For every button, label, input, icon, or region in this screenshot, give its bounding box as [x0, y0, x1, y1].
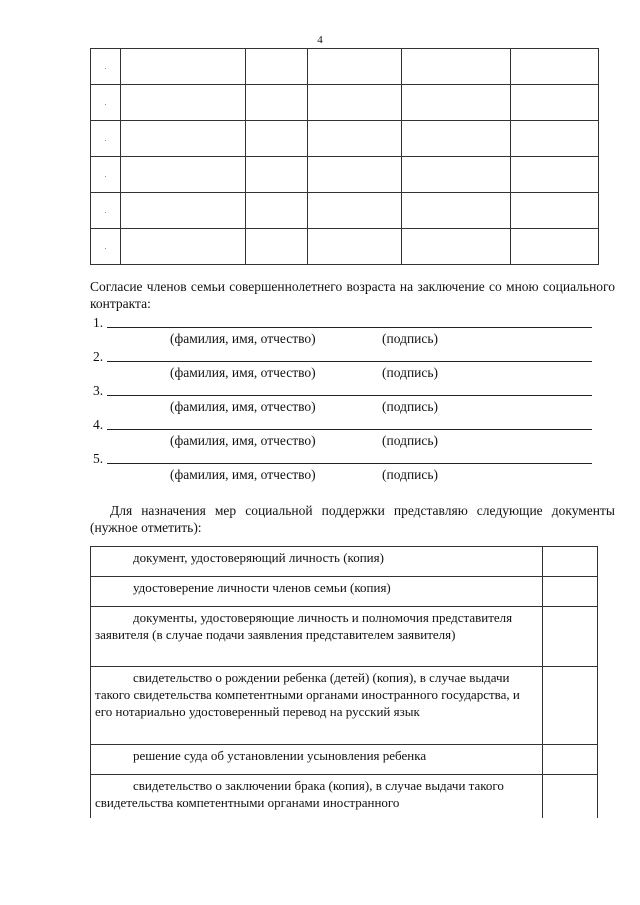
signature-line[interactable]	[107, 327, 592, 328]
table-row	[91, 229, 599, 265]
line-number: 3.	[93, 383, 104, 398]
document-checkbox[interactable]	[543, 577, 598, 607]
row-marker: .	[91, 157, 121, 193]
table-row	[91, 667, 598, 745]
table-cell[interactable]	[402, 157, 511, 193]
document-name: удостоверение личности членов семьи (копия)	[91, 577, 543, 607]
table-row	[91, 85, 599, 121]
signature-line[interactable]	[107, 361, 592, 362]
table-cell[interactable]	[308, 49, 402, 85]
table-cell[interactable]	[121, 157, 246, 193]
fio-label: (фамилия, имя, отчество)	[170, 433, 316, 448]
consent-line-3	[90, 383, 615, 417]
signature-label: (подпись)	[382, 365, 439, 380]
document-checkbox[interactable]	[543, 547, 598, 577]
line-number: 5.	[93, 451, 104, 466]
table-cell[interactable]	[511, 157, 599, 193]
consent-line-1	[90, 315, 615, 349]
consent-line-5	[90, 451, 615, 485]
table-cell[interactable]	[121, 85, 246, 121]
table-cell[interactable]	[402, 85, 511, 121]
table-row	[91, 745, 598, 775]
table-row	[91, 121, 599, 157]
fio-label: (фамилия, имя, отчество)	[170, 399, 316, 414]
documents-checklist-table	[90, 546, 598, 818]
table-cell[interactable]	[308, 193, 402, 229]
table-cell[interactable]	[246, 229, 308, 265]
row-marker: .	[91, 121, 121, 157]
table-cell[interactable]	[511, 49, 599, 85]
line-number: 1.	[93, 315, 104, 330]
row-marker: .	[91, 85, 121, 121]
row-marker: .	[91, 229, 121, 265]
fio-label: (фамилия, имя, отчество)	[170, 365, 316, 380]
table-cell[interactable]	[402, 193, 511, 229]
page-number: 4	[317, 34, 323, 46]
table-cell[interactable]	[511, 193, 599, 229]
table-row	[91, 193, 599, 229]
table-cell[interactable]	[308, 157, 402, 193]
document-name: документы, удостоверяющие личность и полномочия представителя заявителя (в случае подачи заявления представителем заявителя)	[91, 607, 543, 667]
table-cell[interactable]	[121, 193, 246, 229]
document-checkbox[interactable]	[543, 745, 598, 775]
fio-label: (фамилия, имя, отчество)	[170, 331, 316, 346]
row-marker: .	[91, 193, 121, 229]
table-cell[interactable]	[246, 193, 308, 229]
table-row	[91, 49, 599, 85]
table-cell[interactable]	[308, 85, 402, 121]
table-cell[interactable]	[246, 121, 308, 157]
signature-line[interactable]	[107, 463, 592, 464]
table-row	[91, 577, 598, 607]
table-row	[91, 775, 598, 819]
table-row	[91, 607, 598, 667]
table-cell[interactable]	[121, 49, 246, 85]
document-name: документ, удостоверяющий личность (копия)	[91, 547, 543, 577]
consent-line-2	[90, 349, 615, 383]
table-cell[interactable]	[402, 49, 511, 85]
signature-label: (подпись)	[382, 433, 439, 448]
signature-label: (подпись)	[382, 467, 439, 482]
document-name: решение суда об установлении усыновления ребенка	[91, 745, 543, 775]
table-cell[interactable]	[246, 157, 308, 193]
line-number: 2.	[93, 349, 104, 364]
table-cell[interactable]	[308, 229, 402, 265]
family-members-table	[90, 48, 599, 265]
signature-line[interactable]	[107, 395, 592, 396]
table-cell[interactable]	[402, 229, 511, 265]
document-checkbox[interactable]	[543, 607, 598, 667]
fio-label: (фамилия, имя, отчество)	[170, 467, 316, 482]
document-name: свидетельство о заключении брака (копия), в случае выдачи такого свидетельства компетентными органами иностранного	[91, 775, 543, 819]
line-number: 4.	[93, 417, 104, 432]
table-cell[interactable]	[121, 229, 246, 265]
documents-intro: Для назначения мер социальной поддержки представляю следующие документы (нужное отметить):	[90, 503, 615, 535]
document-checkbox[interactable]	[543, 667, 598, 745]
consent-intro: Согласие членов семьи совершеннолетнего возраста на заключение со мною социального контракта:	[90, 279, 615, 311]
table-cell[interactable]	[402, 121, 511, 157]
document-checkbox[interactable]	[543, 775, 598, 819]
consent-line-4	[90, 417, 615, 451]
signature-label: (подпись)	[382, 399, 439, 414]
table-cell[interactable]	[246, 49, 308, 85]
table-row	[91, 547, 598, 577]
table-cell[interactable]	[511, 85, 599, 121]
table-cell[interactable]	[246, 85, 308, 121]
document-name: свидетельство о рождении ребенка (детей) (копия), в случае выдачи такого свидетельства компетентными органами иностранного государства, и его нотариально удостоверенный перевод на русский язык	[91, 667, 543, 745]
table-cell[interactable]	[121, 121, 246, 157]
table-cell[interactable]	[308, 121, 402, 157]
row-marker: .	[91, 49, 121, 85]
table-cell[interactable]	[511, 229, 599, 265]
signature-label: (подпись)	[382, 331, 439, 346]
signature-line[interactable]	[107, 429, 592, 430]
table-cell[interactable]	[511, 121, 599, 157]
table-row	[91, 157, 599, 193]
